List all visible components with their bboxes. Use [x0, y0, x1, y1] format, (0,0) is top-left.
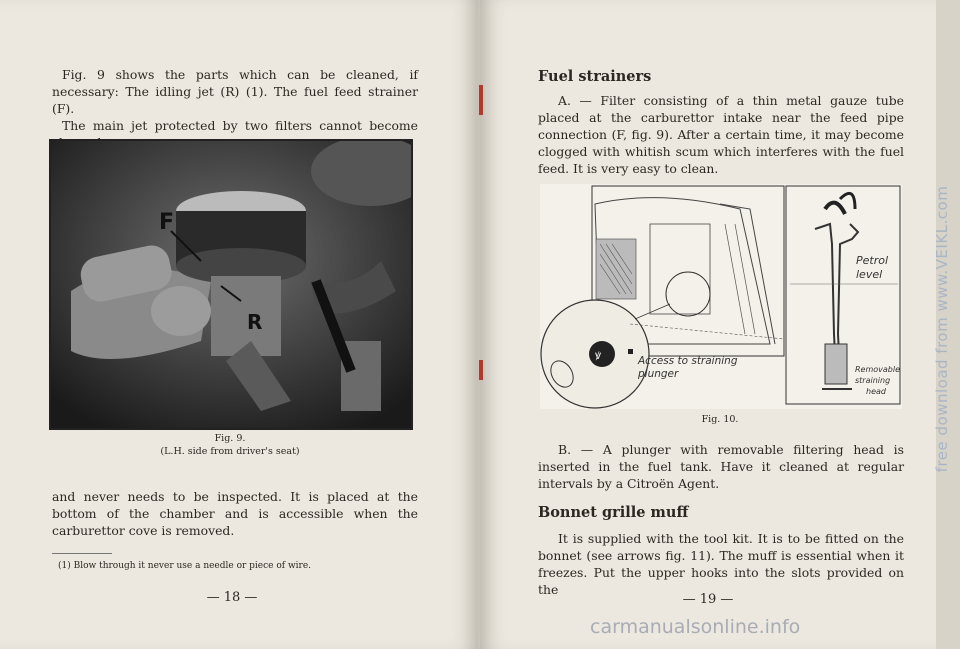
label-level: level: [856, 268, 883, 281]
fig10-caption: Fig. 10.: [701, 414, 739, 425]
spine-mark-top: [479, 85, 483, 115]
spine-mark-bottom: [479, 360, 483, 380]
side-watermark-text: free download from www.VEIKL.com: [933, 185, 951, 473]
page-number-left: — 18 —: [206, 590, 258, 605]
fig9-caption: [50, 432, 410, 458]
fig9-caption-sub: (L.H. side from driver's seat): [160, 446, 300, 457]
label-head: head: [866, 387, 886, 396]
page-number-right: — 19 —: [682, 592, 734, 607]
label-petrol: Petrol: [856, 254, 889, 267]
fuel-tank-diagram: [540, 184, 902, 409]
carburettor-photo-image: [51, 141, 411, 428]
label-r: R: [247, 310, 263, 334]
heading-bonnet-grille-muff: Bonnet grille muff: [538, 504, 689, 521]
bottom-watermark: carmanualsonline.info: [590, 616, 801, 638]
svg-text:ꝟ: ꝟ: [595, 348, 602, 362]
left-page: [0, 0, 478, 649]
para-a: [538, 92, 904, 177]
carburettor-photo: [49, 139, 413, 430]
para-a-text: A. — Filter consisting of a thin metal gauze tube placed at the carburettor intake near the feed pipe connection (F, fig. 9). After a certain time, it may become clogged with whitish scum which interferes with the fuel feed. It is very easy to clean.: [538, 93, 904, 176]
label-straining: straining: [855, 376, 891, 385]
right-page: [480, 0, 936, 649]
para-c: [538, 530, 904, 598]
fig9-caption-title: Fig. 9.: [214, 433, 246, 444]
para-b-text: B. — A plunger with removable filtering head is inserted in the fuel tank. Have it cleaned at regular intervals by a Citroën Agent.: [538, 442, 904, 491]
footnote: [58, 560, 418, 572]
intro-text: Fig. 9 shows the parts which can be cleaned, if necessary: The idling jet (R) (1). The fuel feed strainer (F).: [52, 67, 418, 116]
label-access: Access to straining: [638, 355, 738, 367]
label-f: F: [159, 210, 175, 235]
para-c-text: It is supplied with the tool kit. It is to be fitted on the bonnet (see arrows fig. 11). The muff is essential when it freezes. Put the upper hooks into the slots provided on the: [538, 531, 904, 597]
side-watermark: [933, 0, 960, 649]
label-plunger: plunger: [638, 368, 679, 380]
label-removable: Removable: [855, 365, 901, 374]
footnote-rule: [52, 553, 112, 554]
body-text: and never needs to be inspected. It is placed at the bottom of the chamber and is accessible when the carburettor cove is removed.: [52, 489, 418, 538]
intro-text-2: The main jet protected by two filters cannot become: [62, 118, 418, 133]
fuel-tank-diagram-image: [540, 184, 902, 409]
body-paragraph: [52, 488, 418, 539]
footnote-text: (1) Blow through it never use a needle or piece of wire.: [58, 561, 312, 571]
heading-fuel-strainers: Fuel strainers: [538, 68, 652, 85]
para-b: [538, 441, 904, 492]
